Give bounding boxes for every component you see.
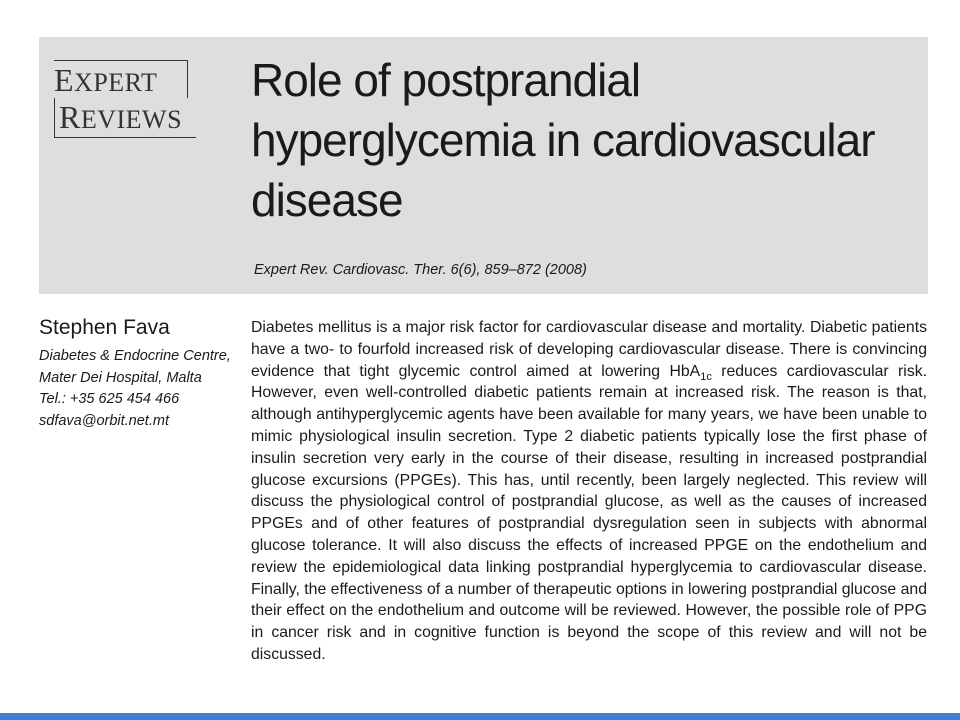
author-phone: Tel.: +35 625 454 466 — [39, 391, 180, 407]
bottom-accent-bar — [0, 713, 960, 720]
author-name: Stephen Fava — [39, 316, 170, 339]
logo-line-reviews: REVIEWS — [54, 98, 196, 138]
author-block — [39, 314, 239, 432]
author-email[interactable]: sdfava@orbit.net.mt — [39, 412, 169, 429]
citation-details: 6(6), 859–872 (2008) — [446, 262, 587, 278]
journal-citation — [254, 262, 587, 278]
hba1c-subscript: 1c — [700, 370, 712, 383]
citation-journal: Expert Rev. Cardiovasc. Ther. — [254, 262, 447, 278]
affiliation-line-1: Diabetes & Endocrine Centre, — [39, 348, 231, 364]
affiliation-line-2: Mater Dei Hospital, Malta — [39, 369, 202, 386]
article-title: Role of postprandial hyperglycemia in cardiovascular disease — [251, 54, 875, 226]
expert-reviews-logo — [54, 60, 196, 146]
abstract-text: Diabetes mellitus is a major risk factor for cardiovascular disease and mortality. Diabetic patients have a two- to fourfold increased risk of developing cardiovascular disease. There is convincing evidence that tight glycemic control aimed at lowering HbA$_{1c}$ reduces cardiovascular risk. However, even well-controlled diabetic patients remain at increased risk. The reason is that, although antihyperglycemic agents have been available for many years, we have been unable to mimic physiological insulin secretion. Type 2 diabetic patients typically lose the first phase of insulin secretion very early in the course of their disease, resulting in increased postprandial glucose excursions (PPGEs). This has, until recently, been largely neglected. This review will discuss the physiological control of postprandial glucose, as well as the causes of increased PPGEs and of other features of postprandial dysregulation seen in subjects with abnormal glucose tolerance. It will also discuss the effects of increased PPGE on the endothelium and review the epidemiological data linking postprandial hyperglycemia to cardiovascular disease. Finally, the effectiveness of a number of therapeutic options in lowering postprandial glucose and their effect on the endothelium and outcome will be reviewed. However, the possible role of PPG in cancer risk and in cognitive function is beyond the scope of this review and will not be discussed. — [251, 319, 928, 663]
logo-line-expert: EXPERT — [54, 60, 188, 98]
